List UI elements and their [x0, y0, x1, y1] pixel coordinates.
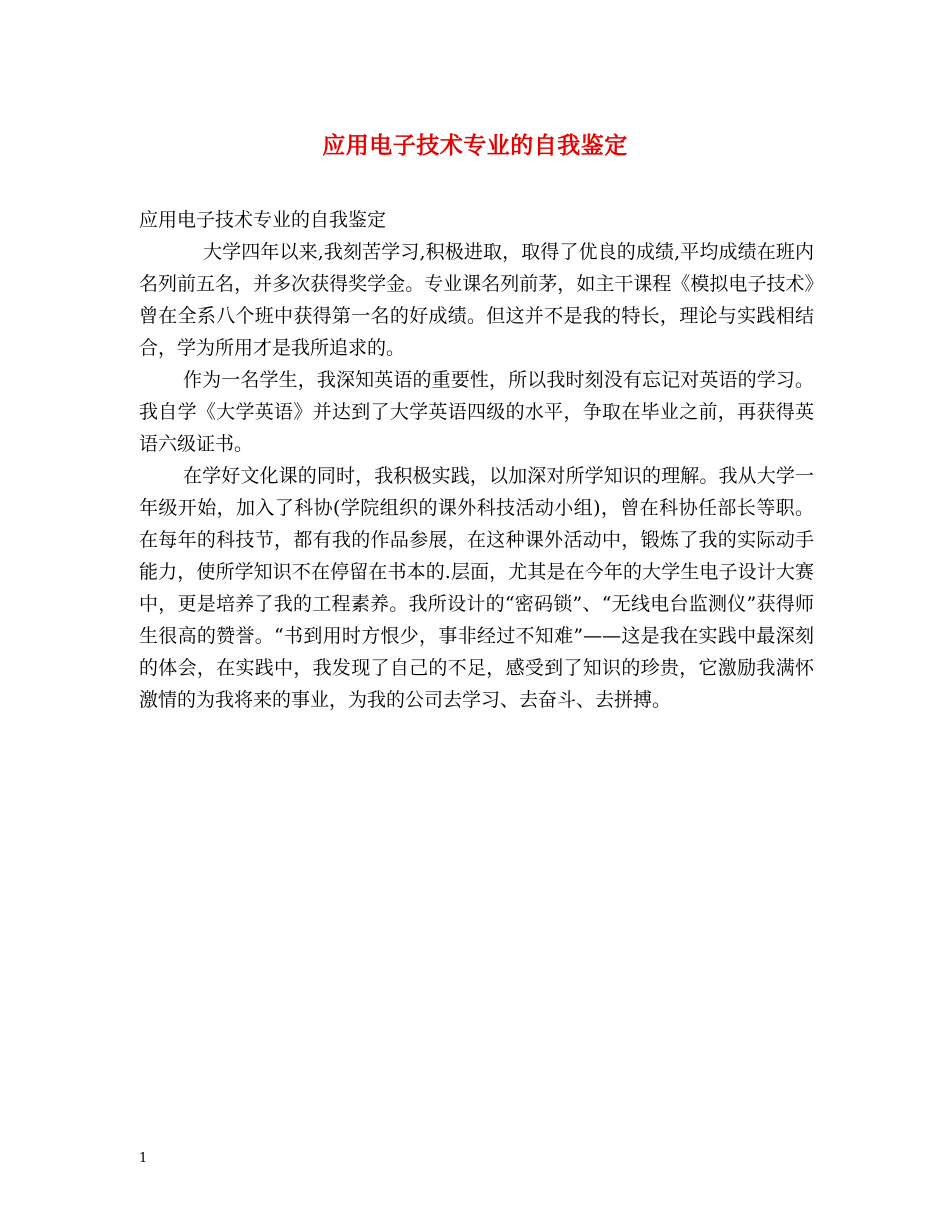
- paragraph-3: 在学好文化课的同时，我积极实践，以加深对所学知识的理解。我从大学一年级开始，加入了科协(学院组织的课外科技活动小组)，曾在科协任部长等职。在每年的科技节，都有我的作品参展，在这种课外活动中，锻炼了我的实际动手能力，使所学知识不在停留在书本的.层面，尤其是在今年的大学生电子设计大赛中，更是培养了我的工程素养。我所设计的“密码锁”、“无线电台监测仪”获得师生很高的赞誉。“书到用时方恨少，事非经过不知难”——这是我在实践中最深刻的体会，在实践中，我发现了自己的不足，感受到了知识的珍贵，它激励我满怀激情的为我将来的事业，为我的公司去学习、去奋斗、去拼搏。: [139, 465, 814, 711]
- document-body: [139, 204, 814, 716]
- document-subtitle: 应用电子技术专业的自我鉴定: [139, 209, 387, 231]
- paragraph-2: 作为一名学生，我深知英语的重要性，所以我时刻没有忘记对英语的学习。我自学《大学英语》并达到了大学英语四级的水平，争取在毕业之前，再获得英语六级证书。: [139, 369, 814, 455]
- page-number: 1: [139, 1151, 148, 1166]
- document-title: 应用电子技术专业的自我鉴定: [322, 132, 628, 159]
- paragraph-1: 大学四年以来,我刻苦学习,积极进取，取得了优良的成绩,平均成绩在班内名列前五名，并多次获得奖学金。专业课名列前茅，如主干课程《模拟电子技术》曾在全系八个班中获得第一名的好成绩。但这并不是我的特长，理论与实践相结合，学为所用才是我所追求的。: [139, 241, 814, 359]
